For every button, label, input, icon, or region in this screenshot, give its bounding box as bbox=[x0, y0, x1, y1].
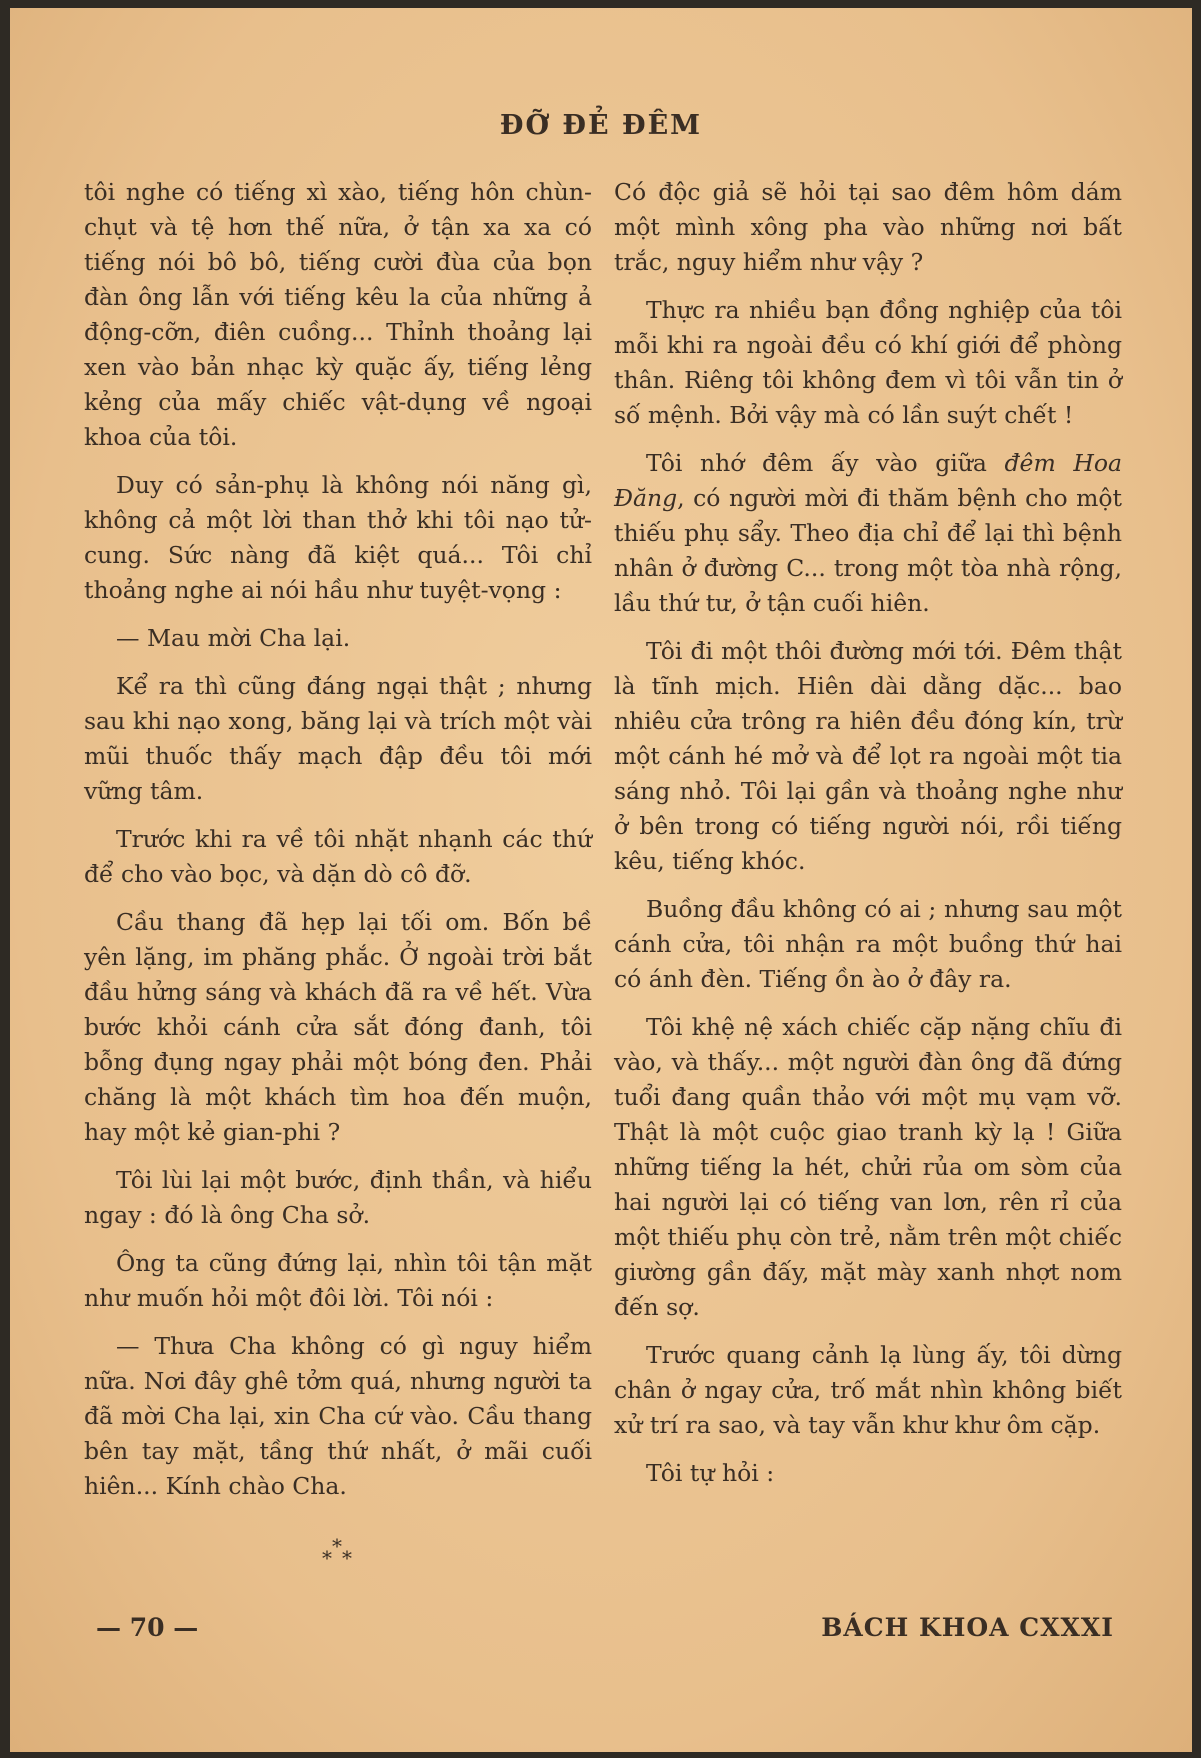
running-title: ĐỠ ĐẺ ĐÊM bbox=[499, 110, 703, 141]
dialogue-line: — Thưa Cha không có gì nguy hiểm nữa. Nơi đây ghê tởm quá, nhưng người ta đã mời Cha lại, xin Cha cứ vào. Cầu thang bên tay mặt, tầng thứ nhất, ở mãi cuối hiên... Kính chào Cha. bbox=[84, 1332, 592, 1500]
place-name: đêm Hoa Đăng bbox=[614, 449, 1122, 512]
paragraph: Thực ra nhiều bạn đồng nghiệp của tôi mỗi khi ra ngoài đều có khí giới để phòng thân. Riêng tôi không đem vì tôi vẫn tin ở số mệnh. Bởi vậy mà có lần suýt chết ! bbox=[614, 296, 1122, 429]
paragraph: Tôi tự hỏi : bbox=[646, 1459, 775, 1487]
magazine-name: BÁCH KHOA CXXXI bbox=[821, 1613, 1114, 1642]
paragraph: Duy có sản-phụ là không nói năng gì, không cả một lời than thở khi tôi nạo tử-cung. Sức nàng đã kiệt quá... Tôi chỉ thoảng nghe ai nói hầu như tuyệt-vọng : bbox=[84, 471, 592, 604]
right-column bbox=[614, 175, 1122, 1504]
separator-star: * bbox=[342, 1546, 352, 1570]
document-page bbox=[10, 8, 1192, 1752]
paragraph: Tôi đi một thôi đường mới tới. Đêm thật là tĩnh mịch. Hiên dài dằng dặc... bao nhiêu cửa trông ra hiên đều đóng kín, trừ một cánh hé mở và để lọt ra ngoài một tia sáng nhỏ. Tôi lại gần và thoảng nghe như ở bên trong có tiếng người nói, rồi tiếng kêu, tiếng khóc. bbox=[614, 637, 1122, 875]
separator-star: * bbox=[322, 1546, 332, 1570]
paragraph: Tôi khệ nệ xách chiếc cặp nặng chĩu đi vào, và thấy... một người đàn ông đã đứng tuổi đang quần thảo với một mụ vạm vỡ. Thật là một cuộc giao tranh kỳ lạ ! Giữa những tiếng la hét, chửi rủa om sòm của hai người lại có tiếng van lơn, rên rỉ của một thiếu phụ còn trẻ, nằm trên một chiếc giường gần đấy, mặt mày xanh nhợt nom đến sợ. bbox=[614, 1013, 1122, 1321]
paragraph: Ông ta cũng đứng lại, nhìn tôi tận mặt như muốn hỏi một đôi lời. Tôi nói : bbox=[84, 1249, 592, 1312]
left-column bbox=[84, 175, 592, 1517]
paragraph: Tôi lùi lại một bước, định thần, và hiểu ngay : đó là ông Cha sở. bbox=[84, 1166, 592, 1229]
paragraph: Cầu thang đã hẹp lại tối om. Bốn bề yên lặng, im phăng phắc. Ở ngoài trời bắt đầu hửng sáng và khách đã ra về hết. Vừa bước khỏi cánh cửa sắt đóng đanh, tôi bỗng đụng ngay phải một bóng đen. Phải chăng là một khách tìm hoa đến muộn, hay một kẻ gian-phi ? bbox=[84, 908, 592, 1146]
text-run: Tôi nhớ đêm ấy vào giữa bbox=[646, 449, 1005, 477]
paragraph: Trước khi ra về tôi nhặt nhạnh các thứ để cho vào bọc, và dặn dò cô đỡ. bbox=[84, 825, 592, 888]
section-separator bbox=[84, 1536, 592, 1569]
paragraph: tôi nghe có tiếng xì xào, tiếng hôn chùn-chụt và tệ hơn thế nữa, ở tận xa xa có tiếng nói bô bô, tiếng cười đùa của bọn đàn ông lẫn với tiếng kêu la của những ả động-cỡn, điên cuồng... Thỉnh thoảng lại xen vào bản nhạc kỳ quặc ấy, tiếng lẻng kẻng của mấy chiếc vật-dụng về ngoại khoa của tôi. bbox=[84, 178, 592, 451]
paragraph: Có độc giả sẽ hỏi tại sao đêm hôm dám một mình xông pha vào những nơi bất trắc, nguy hiểm như vậy ? bbox=[614, 178, 1122, 276]
separator-star: * bbox=[332, 1534, 342, 1558]
page-number: — 70 — bbox=[96, 1613, 199, 1642]
text-run: , có người mời đi thăm bệnh cho một thiếu phụ sẩy. Theo địa chỉ để lại thì bệnh nhân ở đường C... trong một tòa nhà rộng, lầu thứ tư, ở tận cuối hiên. bbox=[614, 484, 1122, 617]
dialogue-line: — Mau mời Cha lại. bbox=[116, 624, 351, 652]
paragraph: Kể ra thì cũng đáng ngại thật ; nhưng sau khi nạo xong, băng lại và trích một vài mũi thuốc thấy mạch đập đều tôi mới vững tâm. bbox=[84, 672, 592, 805]
paragraph-night bbox=[614, 446, 1122, 621]
paragraph: Buồng đầu không có ai ; nhưng sau một cánh cửa, tôi nhận ra một buồng thứ hai có ánh đèn. Tiếng ồn ào ở đây ra. bbox=[614, 895, 1122, 993]
paragraph: Trước quang cảnh lạ lùng ấy, tôi dừng chân ở ngay cửa, trố mắt nhìn không biết xử trí ra sao, và tay vẫn khư khư ôm cặp. bbox=[614, 1341, 1122, 1439]
